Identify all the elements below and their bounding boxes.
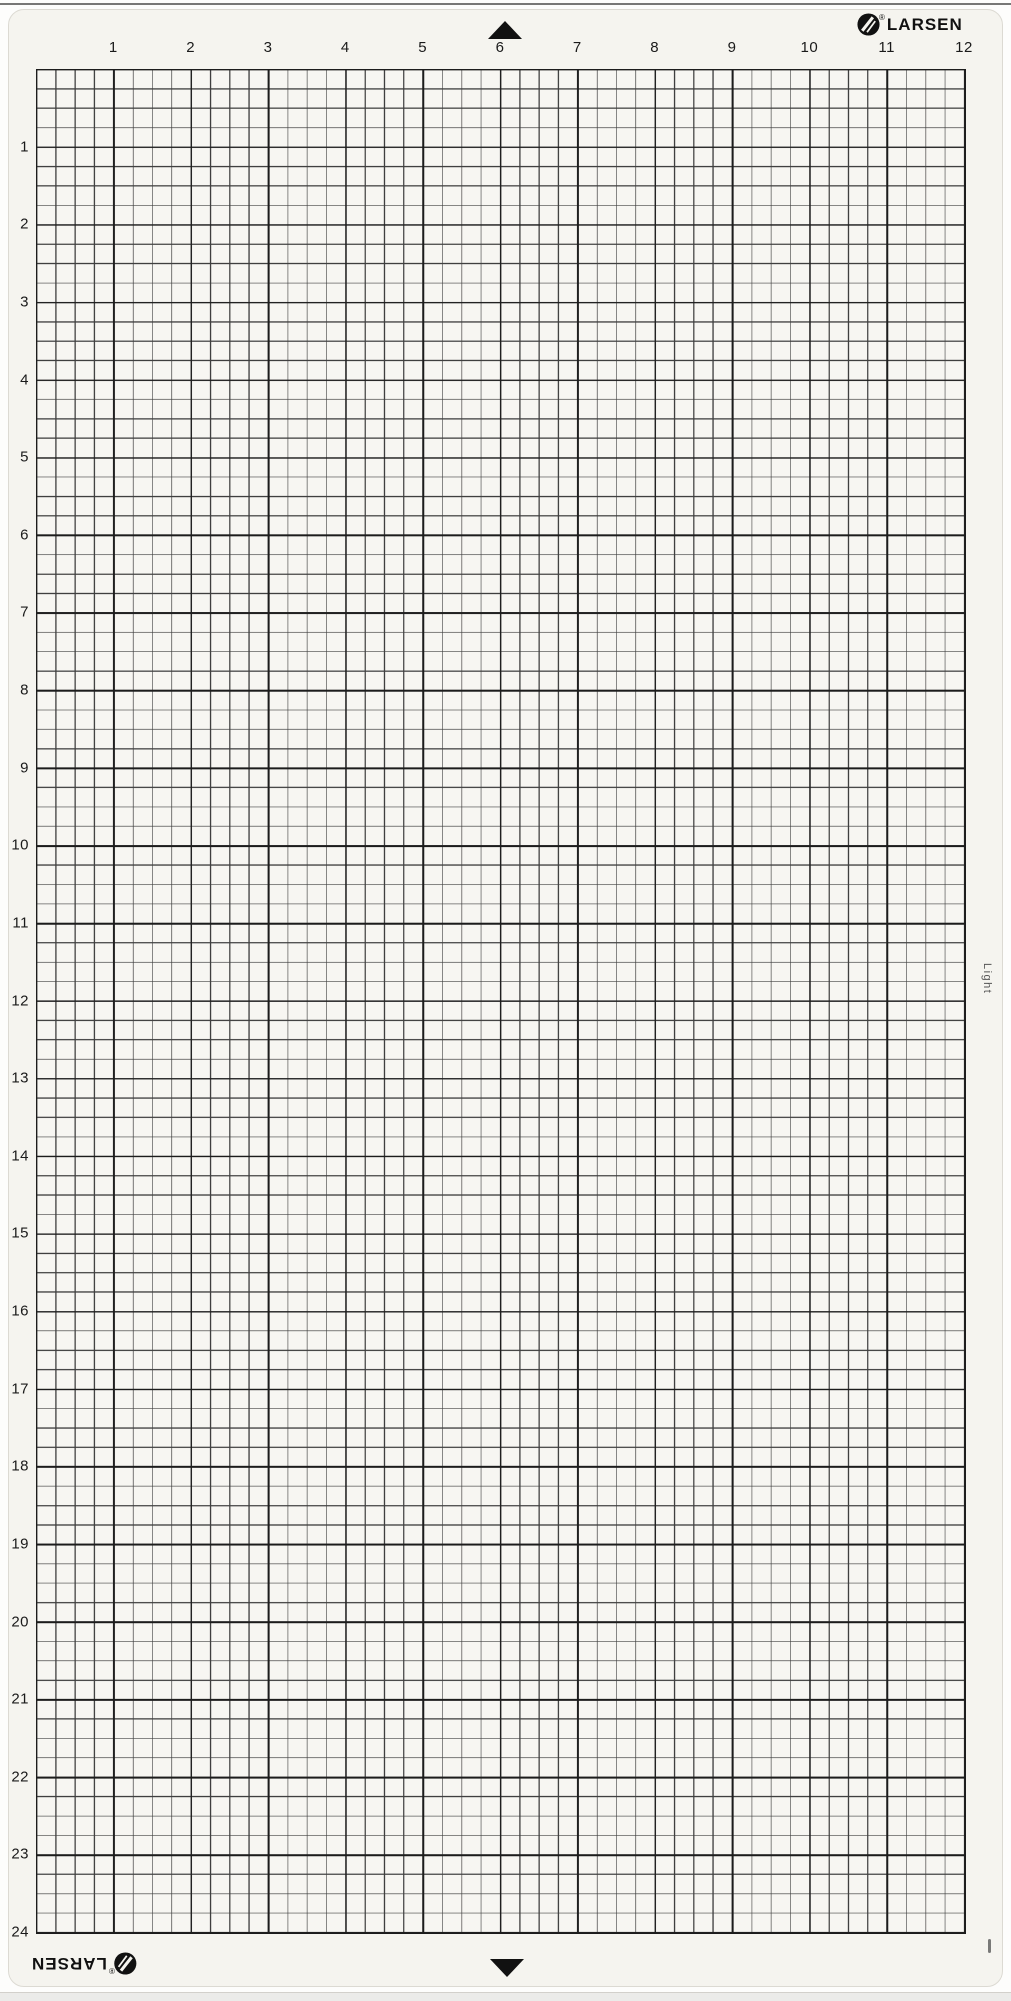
top-ruler-number: 8	[650, 39, 660, 56]
grid-area	[36, 69, 966, 1934]
left-ruler-number: 1	[20, 138, 29, 156]
left-ruler-number: 15	[11, 1224, 29, 1242]
top-ruler-number: 7	[572, 39, 582, 56]
top-ruler-number: 10	[800, 39, 819, 56]
top-ruler-number: 3	[263, 39, 273, 56]
left-ruler-number: 4	[20, 371, 29, 388]
left-ruler-number: 10	[11, 836, 29, 854]
brand-circle-icon	[856, 12, 881, 37]
left-ruler-number: 8	[20, 681, 29, 699]
left-ruler-number: 17	[11, 1380, 29, 1398]
top-ruler-number: 9	[727, 39, 737, 56]
cutting-mat	[8, 9, 1003, 1987]
registered-trademark-symbol: ®	[879, 13, 885, 22]
top-ruler-number: 12	[955, 39, 973, 56]
left-ruler-number: 7	[20, 603, 29, 621]
left-ruler-number: 23	[11, 1845, 29, 1863]
left-ruler-number: 19	[11, 1535, 29, 1553]
scan-artifact	[988, 1939, 991, 1953]
brand-logo-top	[856, 12, 963, 37]
brand-name: LARSEN	[886, 14, 963, 34]
left-ruler-number: 11	[12, 914, 29, 932]
registered-trademark-symbol: ®	[108, 1966, 115, 1975]
top-ruler-number: 4	[340, 39, 350, 56]
left-ruler-number: 18	[11, 1457, 29, 1475]
brand-logo-bottom	[31, 1951, 138, 1976]
scan-edge-line-top	[0, 3, 1011, 5]
left-ruler-number: 16	[11, 1302, 29, 1320]
top-alignment-arrow-icon	[488, 21, 522, 39]
left-ruler-number: 2	[20, 215, 29, 233]
left-ruler-number: 20	[11, 1613, 29, 1630]
top-ruler-number: 1	[108, 39, 118, 56]
top-ruler-number: 11	[878, 39, 895, 56]
brand-circle-icon	[113, 1951, 138, 1976]
left-ruler-number: 24	[11, 1923, 29, 1941]
left-ruler-number: 9	[20, 759, 29, 777]
top-ruler-number: 5	[418, 39, 428, 56]
brand-name: LARSEN	[31, 1954, 107, 1974]
left-ruler-number: 12	[11, 992, 29, 1009]
left-ruler-number: 21	[11, 1690, 29, 1708]
left-ruler-number: 13	[11, 1069, 29, 1087]
left-ruler-number: 3	[20, 293, 29, 311]
left-ruler-number: 5	[20, 448, 29, 466]
left-ruler-number: 6	[20, 526, 29, 544]
mat-strength-label: Light	[981, 963, 993, 995]
bottom-alignment-arrow-icon	[490, 1959, 524, 1977]
top-ruler-number: 2	[186, 39, 196, 56]
left-ruler-number: 14	[11, 1147, 29, 1165]
top-ruler-number: 6	[495, 39, 505, 56]
left-ruler-number: 22	[11, 1768, 29, 1786]
